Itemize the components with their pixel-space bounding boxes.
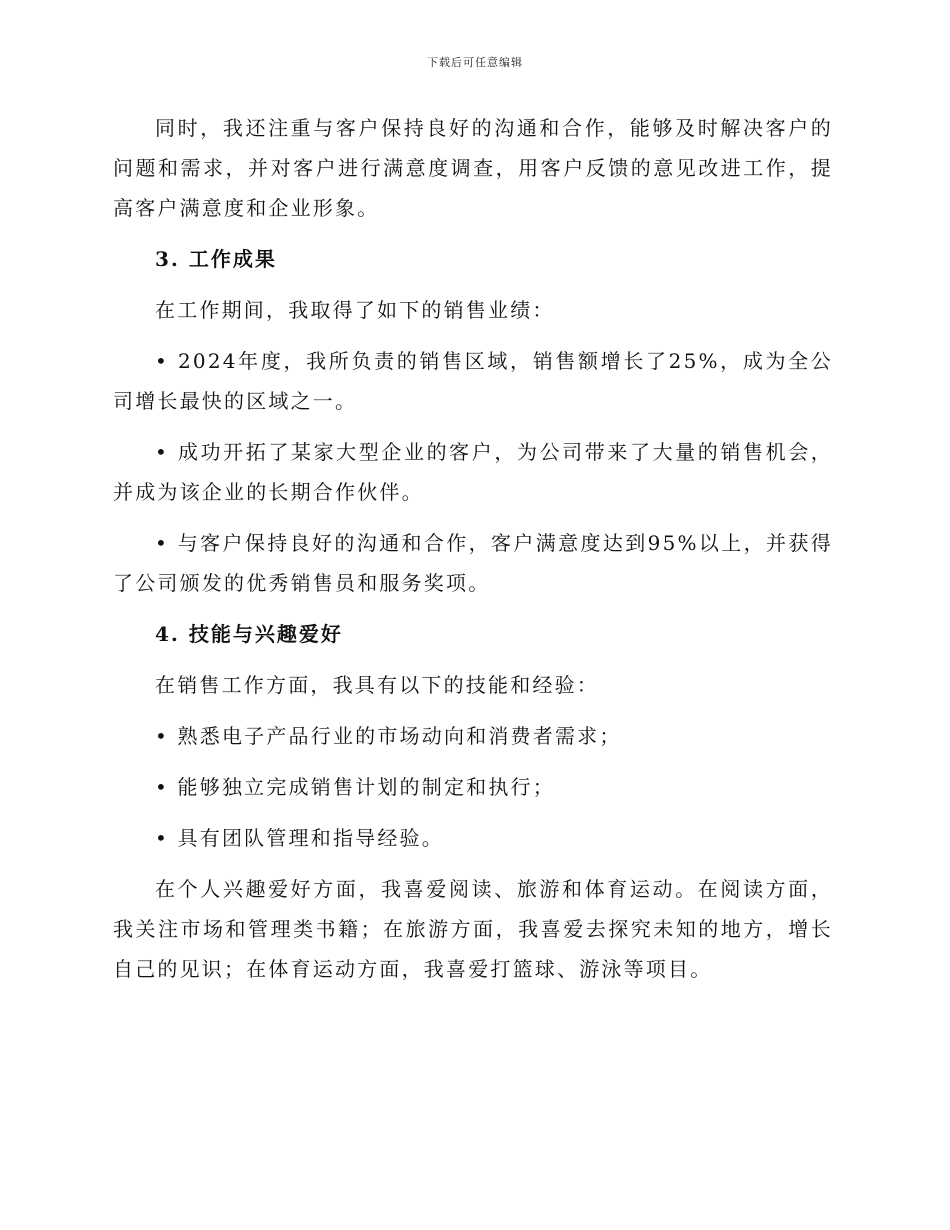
paragraph-communication: 同时，我还注重与客户保持良好的沟通和合作，能够及时解决客户的问题和需求，并对客户进行满意度调查，用客户反馈的意见改进工作，提高客户满意度和企业形象。: [113, 116, 833, 220]
list-item-satisfaction: • 与客户保持良好的沟通和合作，客户满意度达到95%以上，并获得了公司颁发的优秀销售员和服务奖项。: [113, 531, 833, 595]
section-heading-skills: 4. 技能与兴趣爱好: [155, 622, 343, 646]
section-heading-work-results: 3. 工作成果: [155, 247, 277, 271]
list-item-new-client: • 成功开拓了某家大型企业的客户，为公司带来了大量的销售机会，并成为该企业的长期合作伙伴。: [113, 440, 833, 504]
paragraph-hobbies: 在个人兴趣爱好方面，我喜爱阅读、旅游和体育运动。在阅读方面，我关注市场和管理类书籍；在旅游方面，我喜爱去探究未知的地方，增长自己的见识；在体育运动方面，我喜爱打篮球、游泳等项目。: [113, 877, 833, 981]
paragraph-skills-intro: 在销售工作方面，我具有以下的技能和经验：: [155, 673, 599, 697]
list-item-sales-growth: • 2024年度，我所负责的销售区域，销售额增长了25%，成为全公司增长最快的区域之一。: [113, 349, 833, 413]
list-item-team-management: • 具有团队管理和指导经验。: [155, 826, 444, 850]
document-body: [113, 108, 833, 1000]
list-item-sales-planning: • 能够独立完成销售计划的制定和执行；: [155, 775, 555, 799]
list-item-market-knowledge: • 熟悉电子产品行业的市场动向和消费者需求；: [155, 724, 622, 748]
page-header: 下载后可任意编辑: [427, 56, 523, 69]
paragraph-work-results-intro: 在工作期间，我取得了如下的销售业绩：: [155, 298, 555, 322]
